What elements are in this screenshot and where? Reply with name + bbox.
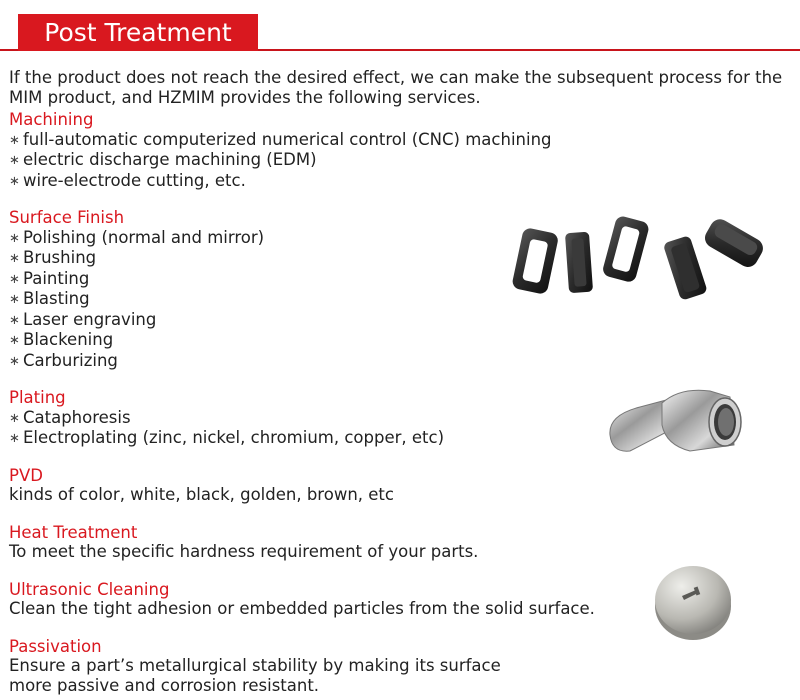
bullet-icon: ∗ [9,431,20,446]
bullet-icon: ∗ [9,292,20,307]
section-body: Clean the tight adhesion or embedded particles from the solid surface. [9,599,595,618]
section-title: Heat Treatment [9,522,138,542]
section-passivation [9,637,794,696]
metal-elbow-image [600,385,750,465]
bullet-icon: ∗ [9,353,20,369]
bullet-icon: ∗ [9,230,20,246]
section-title: Ultrasonic Cleaning [9,579,170,599]
section-body: To meet the specific hardness requirement of your parts. [9,542,479,561]
list-item: ∗ Electroplating (zinc, nickel, chromium, copper, etc) [9,428,445,447]
bullet-icon: ∗ [9,271,20,287]
black-loops-image [505,212,775,304]
section-body: Ensure a part’s metallurgical stability by making its surface more passive and corrosion resistant. [9,656,501,695]
bullet-icon: ∗ [9,251,20,266]
bullet-icon: ∗ [9,312,20,328]
section-title: Plating [9,388,66,407]
list-item: ∗ Brushing [9,248,97,267]
section-header [0,0,800,52]
list-item: ∗ Carburizing [9,350,118,370]
list-item: ∗ Blackening [9,330,114,349]
list-item: ∗ electric discharge machining (EDM) [9,150,317,169]
section-body: kinds of color, white, black, golden, brown, etc [9,485,394,504]
section-pvd [9,466,794,505]
metal-cap-image [652,560,734,642]
bullet-icon: ∗ [9,153,20,168]
bullet-icon: ∗ [9,333,20,348]
page-title: Post Treatment [44,18,232,47]
section-title: PVD [9,465,43,485]
list-item: ∗ Polishing (normal and mirror) [9,227,265,247]
section-heat-treatment [9,523,794,562]
section-title: Surface Finish [9,208,125,227]
list-item: ∗ full-automatic computerized numerical control (CNC) machining [9,129,552,149]
list-item: ∗ Painting [9,268,90,288]
list-item: ∗ Cataphoresis [9,407,131,427]
list-item: ∗ Blasting [9,289,90,308]
bullet-icon: ∗ [9,410,20,426]
section-machining [9,110,794,191]
list-item: ∗ wire-electrode cutting, etc. [9,170,246,190]
intro-text: If the product does not reach the desired effect, we can make the subsequent process for the MIM product, and HZMIM provides the following services. [9,68,783,107]
list-item: ∗ Laser engraving [9,309,157,329]
bullet-icon: ∗ [9,132,20,148]
section-title: Passivation [9,636,102,656]
bullet-icon: ∗ [9,173,20,189]
section-title: Machining [9,110,94,129]
